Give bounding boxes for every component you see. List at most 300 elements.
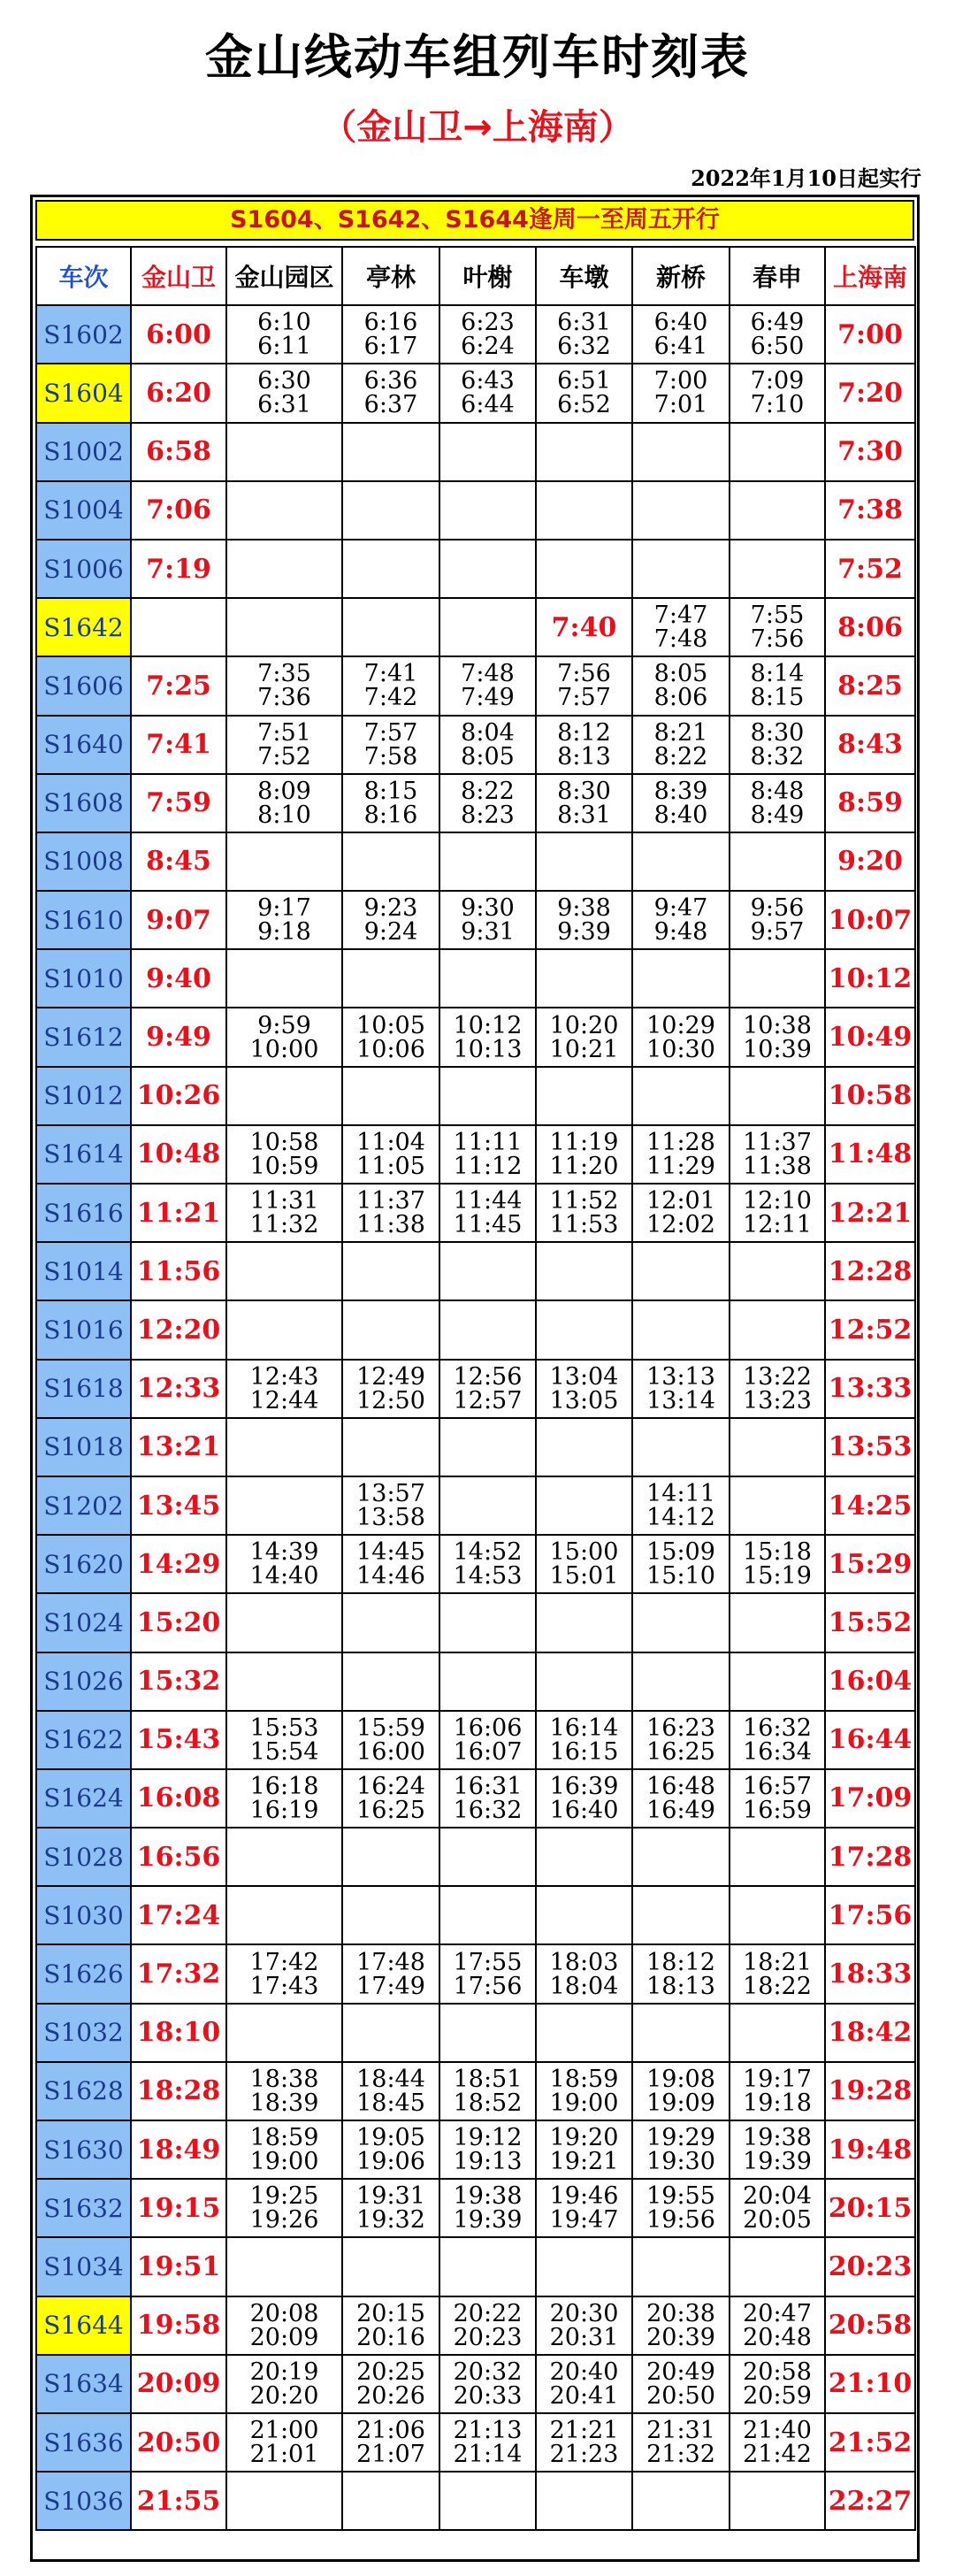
arrival-time: 7:00 bbox=[653, 367, 708, 395]
col-header-chunshen: 春申 bbox=[730, 247, 825, 305]
arrival-time: 21:21 bbox=[549, 2417, 619, 2445]
arrival-shanghai-south: 7:00 bbox=[825, 305, 915, 364]
stop-time-cell bbox=[226, 1418, 342, 1476]
stop-time-cell bbox=[536, 481, 632, 540]
arrival-time: 18:03 bbox=[549, 1948, 619, 1976]
stop-time-cell bbox=[536, 2413, 632, 2472]
departure-time: 20:23 bbox=[453, 2323, 523, 2351]
stop-time-cell bbox=[439, 716, 536, 774]
stop-time-cell bbox=[632, 1067, 730, 1125]
stop-time-cell bbox=[439, 1418, 536, 1476]
departure-time: 21:14 bbox=[453, 2441, 523, 2469]
arrival-time: 18:38 bbox=[249, 2065, 319, 2093]
departure-time: 16:40 bbox=[549, 1796, 619, 1824]
arrival-time: 16:23 bbox=[646, 1714, 715, 1742]
arrival-shanghai-south: 19:48 bbox=[825, 2120, 915, 2179]
departure-jinshanwei: 19:58 bbox=[131, 2296, 226, 2355]
arrival-shanghai-south: 9:20 bbox=[825, 832, 915, 891]
departure-time: 15:19 bbox=[743, 1562, 812, 1591]
departure-jinshanwei: 15:20 bbox=[131, 1593, 226, 1652]
stop-time-cell bbox=[730, 2472, 825, 2530]
route-subtitle: （金山卫→上海南） bbox=[321, 107, 634, 148]
train-number: S1006 bbox=[36, 540, 131, 598]
departure-time: 16:25 bbox=[646, 1737, 715, 1766]
departure-time: 8:13 bbox=[557, 742, 611, 770]
arrival-time: 11:44 bbox=[453, 1187, 523, 1215]
table-row bbox=[36, 2472, 915, 2530]
departure-time: 7:01 bbox=[653, 391, 708, 419]
table-row bbox=[36, 2355, 915, 2413]
arrival-time: 11:52 bbox=[549, 1187, 619, 1215]
departure-time: 17:56 bbox=[453, 1972, 523, 2000]
stop-time-cell bbox=[632, 1418, 730, 1476]
stop-time-cell bbox=[226, 1125, 342, 1184]
departure-jinshanwei: 18:10 bbox=[131, 2004, 226, 2062]
arrival-time: 20:38 bbox=[646, 2299, 715, 2327]
departure-time: 7:42 bbox=[363, 684, 418, 712]
departure-time: 7:56 bbox=[750, 625, 805, 654]
stop-time-cell bbox=[226, 540, 342, 598]
departure-time: 7:48 bbox=[653, 625, 708, 654]
arrival-time: 16:24 bbox=[356, 1772, 425, 1800]
departure-time: 16:34 bbox=[743, 1737, 812, 1766]
departure-time: 16:07 bbox=[453, 1737, 523, 1766]
stop-time-cell bbox=[632, 832, 730, 891]
departure-time: 20:26 bbox=[356, 2381, 425, 2410]
stop-time-cell bbox=[632, 1711, 730, 1769]
departure-time: 9:39 bbox=[557, 918, 611, 947]
departure-jinshanwei bbox=[131, 598, 226, 656]
stop-time-cell bbox=[342, 1652, 439, 1711]
stop-time-cell bbox=[730, 774, 825, 832]
stop-time-cell bbox=[342, 2004, 439, 2062]
departure-time: 18:22 bbox=[743, 1972, 812, 2000]
arrival-shanghai-south: 10:58 bbox=[825, 1067, 915, 1125]
stop-time-cell bbox=[439, 1360, 536, 1418]
stop-time-cell bbox=[536, 1418, 632, 1476]
table-row bbox=[36, 1125, 915, 1184]
stop-time-cell bbox=[226, 1769, 342, 1828]
arrival-shanghai-south: 20:15 bbox=[825, 2179, 915, 2237]
stop-time-cell bbox=[439, 1711, 536, 1769]
stop-time-cell bbox=[632, 949, 730, 1008]
train-number: S1010 bbox=[36, 949, 131, 1008]
stop-time-cell bbox=[632, 305, 730, 364]
departure-time: 16:15 bbox=[549, 1737, 619, 1766]
departure-time: 10:59 bbox=[249, 1152, 319, 1180]
arrival-shanghai-south: 8:25 bbox=[825, 656, 915, 715]
stop-time-cell bbox=[632, 2237, 730, 2296]
arrival-shanghai-south: 15:52 bbox=[825, 1593, 915, 1652]
departure-time: 13:58 bbox=[356, 1504, 425, 1532]
stop-time-cell bbox=[226, 2472, 342, 2530]
departure-jinshanwei: 19:51 bbox=[131, 2237, 226, 2296]
stop-time-cell bbox=[342, 1535, 439, 1593]
departure-time: 19:32 bbox=[356, 2206, 425, 2235]
table-row bbox=[36, 364, 915, 422]
arrival-shanghai-south: 16:04 bbox=[825, 1652, 915, 1711]
departure-time: 8:16 bbox=[363, 801, 418, 829]
departure-time: 9:18 bbox=[257, 918, 311, 947]
stop-time-cell bbox=[342, 716, 439, 774]
arrival-time: 20:04 bbox=[743, 2182, 812, 2211]
arrival-time: 12:56 bbox=[453, 1362, 523, 1391]
train-number: S1032 bbox=[36, 2004, 131, 2062]
arrival-time: 18:59 bbox=[249, 2124, 319, 2152]
departure-time: 12:02 bbox=[646, 1211, 715, 1239]
stop-time-cell bbox=[536, 1535, 632, 1593]
stop-time-cell bbox=[226, 1300, 342, 1359]
arrival-time: 17:42 bbox=[249, 1948, 319, 1976]
stop-time-cell bbox=[342, 540, 439, 598]
departure-time: 13:14 bbox=[646, 1386, 715, 1414]
stop-time-cell bbox=[536, 716, 632, 774]
arrival-time: 16:31 bbox=[453, 1772, 523, 1800]
departure-time: 20:20 bbox=[249, 2381, 319, 2410]
arrival-shanghai-south: 13:33 bbox=[825, 1360, 915, 1418]
arrival-time: 15:09 bbox=[646, 1538, 715, 1567]
arrival-time: 19:17 bbox=[743, 2065, 812, 2093]
arrival-time: 19:55 bbox=[646, 2182, 715, 2211]
stop-time-cell bbox=[342, 656, 439, 715]
stop-time-cell bbox=[730, 1418, 825, 1476]
departure-time: 21:07 bbox=[356, 2441, 425, 2469]
departure-jinshanwei: 7:41 bbox=[131, 716, 226, 774]
departure-time: 11:53 bbox=[549, 1211, 619, 1239]
stop-time-cell bbox=[439, 2472, 536, 2530]
departure-time: 6:44 bbox=[461, 391, 515, 419]
departure-time: 6:37 bbox=[363, 391, 418, 419]
stop-time-cell bbox=[632, 2179, 730, 2237]
departure-time: 10:39 bbox=[743, 1035, 812, 1063]
arrival-time: 18:21 bbox=[743, 1948, 812, 1976]
table-row bbox=[36, 656, 915, 715]
stop-time-cell bbox=[536, 364, 632, 422]
arrival-time: 11:19 bbox=[549, 1128, 619, 1156]
stop-time-cell bbox=[632, 656, 730, 715]
arrival-time: 6:30 bbox=[257, 367, 311, 395]
train-number: S1016 bbox=[36, 1300, 131, 1359]
departure-time: 8:23 bbox=[461, 801, 515, 829]
col-header-tinglin: 亭林 bbox=[342, 247, 439, 305]
train-number: S1630 bbox=[36, 2120, 131, 2179]
departure-time: 21:32 bbox=[646, 2441, 715, 2469]
stop-time-cell bbox=[226, 1711, 342, 1769]
col-header-jinshan-park: 金山园区 bbox=[226, 247, 342, 305]
arrival-shanghai-south: 17:28 bbox=[825, 1828, 915, 1886]
train-number: S1036 bbox=[36, 2472, 131, 2530]
stop-time-cell bbox=[632, 2004, 730, 2062]
arrival-time: 19:46 bbox=[549, 2182, 619, 2211]
table-row bbox=[36, 2237, 915, 2296]
stop-time-cell bbox=[342, 305, 439, 364]
arrival-shanghai-south: 22:27 bbox=[825, 2472, 915, 2530]
departure-jinshanwei: 18:49 bbox=[131, 2120, 226, 2179]
departure-time: 14:12 bbox=[646, 1504, 715, 1532]
departure-time: 21:42 bbox=[743, 2441, 812, 2469]
arrival-time: 16:06 bbox=[453, 1714, 523, 1742]
departure-time: 9:31 bbox=[461, 918, 515, 947]
stop-time-cell bbox=[536, 1652, 632, 1711]
stop-time-cell bbox=[536, 1242, 632, 1300]
departure-time: 11:38 bbox=[356, 1211, 425, 1239]
table-row bbox=[36, 716, 915, 774]
stop-time-cell bbox=[439, 1535, 536, 1593]
departure-time: 11:12 bbox=[453, 1152, 523, 1180]
stop-time-cell bbox=[632, 1944, 730, 2003]
departure-time: 20:48 bbox=[743, 2323, 812, 2351]
arrival-time: 10:38 bbox=[743, 1011, 812, 1039]
departure-jinshanwei: 18:28 bbox=[131, 2062, 226, 2120]
table-row bbox=[36, 2120, 915, 2179]
stop-time-cell bbox=[632, 2413, 730, 2472]
arrival-shanghai-south: 7:20 bbox=[825, 364, 915, 422]
stop-time-cell bbox=[536, 1476, 632, 1535]
departure-jinshanwei: 7:19 bbox=[131, 540, 226, 598]
stop-time-cell bbox=[226, 1535, 342, 1593]
departure-jinshanwei: 15:43 bbox=[131, 1711, 226, 1769]
departure-time: 18:52 bbox=[453, 2089, 523, 2117]
departure-jinshanwei: 20:09 bbox=[131, 2355, 226, 2413]
stop-time-cell bbox=[226, 2355, 342, 2413]
stop-time-cell bbox=[342, 1300, 439, 1359]
train-number: S1624 bbox=[36, 1769, 131, 1828]
stop-time-cell bbox=[342, 1476, 439, 1535]
stop-time-cell bbox=[439, 540, 536, 598]
train-number: S1642 bbox=[36, 598, 131, 656]
arrival-shanghai-south: 21:10 bbox=[825, 2355, 915, 2413]
departure-time: 10:06 bbox=[356, 1035, 425, 1063]
departure-time: 9:24 bbox=[363, 918, 418, 947]
stop-time-cell bbox=[730, 305, 825, 364]
departure-jinshanwei: 11:21 bbox=[131, 1184, 226, 1242]
departure-jinshanwei: 7:06 bbox=[131, 481, 226, 540]
arrival-shanghai-south: 12:28 bbox=[825, 1242, 915, 1300]
train-number: S1626 bbox=[36, 1944, 131, 2003]
train-number: S1034 bbox=[36, 2237, 131, 2296]
arrival-time: 12:10 bbox=[743, 1187, 812, 1215]
stop-time-cell bbox=[632, 1593, 730, 1652]
table-row bbox=[36, 1300, 915, 1359]
stop-time-cell bbox=[730, 2296, 825, 2355]
stop-time-cell bbox=[730, 598, 825, 656]
arrival-time: 12:43 bbox=[249, 1362, 319, 1391]
stop-time-cell bbox=[632, 1652, 730, 1711]
stop-time-cell bbox=[342, 949, 439, 1008]
stop-time-cell bbox=[730, 1008, 825, 1066]
departure-time: 7:49 bbox=[461, 684, 515, 712]
stop-time-cell bbox=[730, 364, 825, 422]
arrival-time: 10:05 bbox=[356, 1011, 425, 1039]
stop-time-cell bbox=[342, 774, 439, 832]
arrival-time: 20:22 bbox=[453, 2299, 523, 2327]
stop-time-cell bbox=[632, 540, 730, 598]
arrival-time: 7:09 bbox=[750, 367, 805, 395]
departure-time: 19:39 bbox=[453, 2206, 523, 2235]
train-number: S1028 bbox=[36, 1828, 131, 1886]
stop-time-cell bbox=[536, 1067, 632, 1125]
departure-time: 14:40 bbox=[249, 1562, 319, 1591]
arrival-time: 19:29 bbox=[646, 2124, 715, 2152]
stop-time-cell bbox=[439, 1944, 536, 2003]
arrival-time: 8:12 bbox=[557, 718, 611, 747]
stop-time-cell bbox=[536, 1828, 632, 1886]
departure-time: 15:01 bbox=[549, 1562, 619, 1591]
stop-time-cell bbox=[730, 1652, 825, 1711]
stop-time-cell bbox=[536, 1300, 632, 1359]
departure-time: 9:57 bbox=[750, 918, 805, 947]
departure-jinshanwei: 13:45 bbox=[131, 1476, 226, 1535]
departure-time: 6:52 bbox=[557, 391, 611, 419]
stop-time-cell bbox=[439, 1476, 536, 1535]
stop-time-cell bbox=[342, 1242, 439, 1300]
arrival-time: 6:23 bbox=[461, 309, 515, 337]
stop-time-cell bbox=[226, 656, 342, 715]
arrival-time: 8:14 bbox=[750, 660, 805, 688]
stop-time-cell bbox=[439, 305, 536, 364]
arrival-time: 16:39 bbox=[549, 1772, 619, 1800]
arrival-time: 14:52 bbox=[453, 1538, 523, 1567]
stop-time-cell bbox=[226, 305, 342, 364]
departure-jinshanwei: 13:21 bbox=[131, 1418, 226, 1476]
table-row bbox=[36, 1944, 915, 2003]
stop-time-cell bbox=[439, 2355, 536, 2413]
departure-jinshanwei: 9:07 bbox=[131, 891, 226, 949]
stop-time-cell bbox=[226, 716, 342, 774]
departure-time: 19:18 bbox=[743, 2089, 812, 2117]
departure-time: 12:57 bbox=[453, 1386, 523, 1414]
arrival-time: 18:44 bbox=[356, 2065, 425, 2093]
table-row bbox=[36, 423, 915, 481]
stop-time-cell bbox=[439, 774, 536, 832]
stop-time-cell bbox=[226, 949, 342, 1008]
stop-time-cell bbox=[730, 423, 825, 481]
arrival-time: 6:51 bbox=[557, 367, 611, 395]
arrival-time: 11:28 bbox=[646, 1128, 715, 1156]
stop-time-cell bbox=[730, 540, 825, 598]
table-row bbox=[36, 832, 915, 891]
stop-time-cell bbox=[342, 1828, 439, 1886]
col-header-train: 车次 bbox=[36, 247, 131, 305]
departure-time: 11:32 bbox=[249, 1211, 319, 1239]
table-row bbox=[36, 540, 915, 598]
departure-time: 8:06 bbox=[653, 684, 708, 712]
departure-time: 8:15 bbox=[750, 684, 805, 712]
stop-time-cell bbox=[342, 2413, 439, 2472]
stop-time-cell bbox=[439, 2120, 536, 2179]
stop-time-cell bbox=[730, 949, 825, 1008]
arrival-time: 6:49 bbox=[750, 309, 805, 337]
departure-time: 15:54 bbox=[249, 1737, 319, 1766]
stop-time-cell bbox=[730, 1769, 825, 1828]
stop-time-cell bbox=[730, 1300, 825, 1359]
departure-time: 6:17 bbox=[363, 333, 418, 361]
departure-jinshanwei: 9:49 bbox=[131, 1008, 226, 1066]
arrival-time: 8:04 bbox=[461, 718, 515, 747]
arrival-time: 6:10 bbox=[257, 309, 311, 337]
departure-jinshanwei: 6:58 bbox=[131, 423, 226, 481]
arrival-shanghai-south: 20:58 bbox=[825, 2296, 915, 2355]
stop-time-cell bbox=[632, 598, 730, 656]
arrival-shanghai-south: 10:49 bbox=[825, 1008, 915, 1066]
stop-time-cell bbox=[730, 832, 825, 891]
departure-time: 21:01 bbox=[249, 2441, 319, 2469]
departure-time: 16:25 bbox=[356, 1796, 425, 1824]
stop-time-cell bbox=[730, 1242, 825, 1300]
departure-time: 19:06 bbox=[356, 2148, 425, 2176]
departure-time: 19:00 bbox=[249, 2148, 319, 2176]
stop-time-cell bbox=[536, 1184, 632, 1242]
stop-time-cell bbox=[439, 1652, 536, 1711]
stop-time-cell bbox=[342, 2062, 439, 2120]
arrival-time: 8:30 bbox=[750, 718, 805, 747]
stop-time-cell bbox=[342, 1008, 439, 1066]
arrival-time: 21:00 bbox=[249, 2417, 319, 2445]
arrival-time: 20:19 bbox=[249, 2358, 319, 2386]
departure-jinshanwei: 15:32 bbox=[131, 1652, 226, 1711]
departure-time: 13:05 bbox=[549, 1386, 619, 1414]
departure-time: 20:31 bbox=[549, 2323, 619, 2351]
stop-time-cell bbox=[536, 891, 632, 949]
arrival-time: 6:43 bbox=[461, 367, 515, 395]
arrival-shanghai-south: 10:07 bbox=[825, 891, 915, 949]
stop-time-cell bbox=[226, 2413, 342, 2472]
arrival-time: 21:40 bbox=[743, 2417, 812, 2445]
stop-time-cell bbox=[730, 1711, 825, 1769]
arrival-shanghai-south: 18:42 bbox=[825, 2004, 915, 2062]
departure-time: 11:20 bbox=[549, 1152, 619, 1180]
table-row bbox=[36, 774, 915, 832]
arrival-time: 10:20 bbox=[549, 1011, 619, 1039]
stop-time-cell bbox=[439, 891, 536, 949]
arrival-time: 7:55 bbox=[750, 602, 805, 630]
stop-time-cell bbox=[536, 2062, 632, 2120]
stop-time-cell bbox=[536, 949, 632, 1008]
arrival-shanghai-south: 7:30 bbox=[825, 423, 915, 481]
table-row bbox=[36, 481, 915, 540]
stop-time-cell bbox=[439, 1008, 536, 1066]
departure-time: 16:00 bbox=[356, 1737, 425, 1766]
stop-time-cell bbox=[632, 1886, 730, 1944]
departure-time: 14:46 bbox=[356, 1562, 425, 1591]
arrival-time: 20:30 bbox=[549, 2299, 619, 2327]
stop-time-cell bbox=[439, 481, 536, 540]
departure-time: 16:59 bbox=[743, 1796, 812, 1824]
stop-time-cell bbox=[342, 1944, 439, 2003]
arrival-time: 19:38 bbox=[453, 2182, 523, 2211]
table-row bbox=[36, 1828, 915, 1886]
arrival-time: 19:08 bbox=[646, 2065, 715, 2093]
arrival-shanghai-south: 16:44 bbox=[825, 1711, 915, 1769]
stop-time-cell bbox=[226, 2120, 342, 2179]
departure-time: 6:11 bbox=[257, 333, 311, 361]
stop-time-cell bbox=[342, 598, 439, 656]
stop-time-cell bbox=[730, 1067, 825, 1125]
stop-time-cell bbox=[730, 1593, 825, 1652]
stop-time-cell bbox=[439, 2179, 536, 2237]
header-row bbox=[36, 247, 915, 305]
stop-time-cell bbox=[536, 1711, 632, 1769]
arrival-time: 9:17 bbox=[257, 894, 311, 923]
stop-time-cell bbox=[342, 1184, 439, 1242]
departure-jinshanwei: 20:50 bbox=[131, 2413, 226, 2472]
stop-time-cell bbox=[226, 1886, 342, 1944]
arrival-time: 21:06 bbox=[356, 2417, 425, 2445]
train-number: S1614 bbox=[36, 1125, 131, 1184]
stop-time-cell bbox=[226, 1476, 342, 1535]
arrival-shanghai-south: 17:56 bbox=[825, 1886, 915, 1944]
departure-time: 21:23 bbox=[549, 2441, 619, 2469]
